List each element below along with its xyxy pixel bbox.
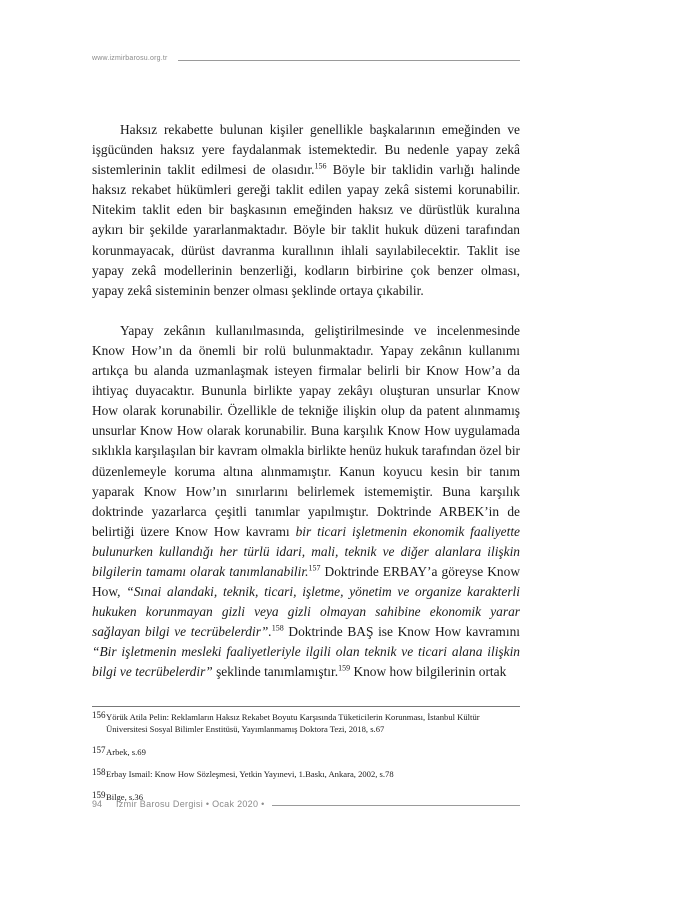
footnote-number: 158 [92,767,106,778]
footer-rule [272,805,520,806]
footnote-text: Yörük Atila Pelin: Reklamların Haksız Rekabet Boyutu Karşısında Tüketicilerin Korunması, İstanbul Kültür Üniversitesi Sosyal Bilimler Enstitüsü, Yayımlanmamış Doktora Tezi, 2018, s.67 [106,712,480,735]
header-url: www.izmirbarosu.org.tr [92,55,168,62]
quoted-definition: bir ticari işletmenin ekonomik faaliyette bulunurken kullandığı her türlü idari, mali, teknik ve diğer alanlara ilişkin bilgilerin tamamı olarak tanımlanabilir. [92,523,520,579]
paragraph-2 [92,321,520,683]
footnote-item [92,768,520,780]
footnote-ref: 157 [308,563,321,573]
footnotes [92,711,520,813]
paragraph-text: Böyle bir taklidin varlığı halinde haksız rekabet hükümleri gereği taklit edilen yapay zekâ sistemi korunabilir. Nitekim taklit eden bir başkasının emeğinden haksız ve dürüstlük kuralına aykırı bir şekilde yararlanmaktadır. Böyle bir taklit hukuk düzeni tarafından korunmayacak, dürüst davranma kurallının ihlali sayılabilecektir. Taklit ise yapay zekâ modellerinin benzerliği, kodların birbirine çok benzer olması, yapay zekâ sisteminin benzer olması şeklinde ortaya çıkabilir. [92,162,520,298]
paragraph-text: Doktrinde ERBAY’a göreyse Know How, [92,563,520,600]
journal-name: İzmir Barosu Dergisi • Ocak 2020 • [116,799,265,809]
footnote-number: 159 [92,789,106,800]
main-text [92,120,520,683]
page-footer [92,799,520,815]
footnote-text: Arbek, s.69 [106,746,146,757]
footnote-item [92,711,520,736]
footnote-ref: 159 [338,663,351,673]
footnote-text: Erbay Ismail: Know How Sözleşmesi, Yetkin Yayınevi, 1.Baskı, Ankara, 2002, s.78 [106,769,394,780]
footnote-text: Bilge, s.36 [106,791,144,802]
footnote-divider [92,706,520,707]
quoted-definition: “Bir işletmenin mesleki faaliyetleriyle ilgili olan teknik ve ticari alana ilişkin bilgi ve tecrübelerdir” [92,644,520,680]
paragraph-text: şeklinde tanımlamıştır. [212,664,339,680]
header-rule [178,60,520,61]
footnote-number: 157 [92,744,106,755]
paragraph-text: Know how bilgilerinin ortak [350,664,507,680]
paragraph-1 [92,120,520,301]
footnote-number: 156 [92,710,106,720]
footnote-item [92,746,520,758]
paragraph-text: Yapay zekânın kullanılmasında, geliştirilmesinde ve incelenmesinde Know How’ın da önemli bir rolü bulunmaktadır. Yapay zekânın kullanımı artıkça bu alanda uzmanlaşmak isteyen firmalar belirli bir Know How’a da ihtiyaç duyacaktır. Bununla birlikte yapay zekâyı oluşturan unsurlar Know How olarak korunabilir. Özellikle de tekniğe ilişkin olup da patent alınmamış unsurlar Know How olarak korunabilir. Buna karşılık Know How uygulamada sıklıkla karşılaşılan bir kavram olmakla birlikte henüz hukuk tarafından özel bir düzenlemeyle koruma altına alınmamıştır. Kanun koyucu kesin bir tanım yaparak Know How’ın sınırlarını belirlemek istememiştir. Buna karşılık doktrinde yazarlarca çeşitli tanımlar yapılmıştır. Doktrinde ARBEK’in de belirtiği üzere Know How kavramı [92,322,520,539]
quoted-definition: “Sınai alandaki, teknik, ticari, işletme, yönetim ve organize karakterli hukuken korunmayan gizli veya gizli olmayan sahibine ekonomik yarar sağlayan bilgi ve tecrübelerdir”. [92,584,520,640]
paragraph-text: Doktrinde BAŞ ise Know How kavramını [283,624,520,640]
footnote-ref: 156 [314,161,327,171]
page-number: 94 [92,799,103,809]
footnote-ref: 158 [271,623,284,633]
paragraph-text: Haksız rekabette bulunan kişiler genellikle başkalarının emeğinden ve işgücünden haksız yere faydalanmak istemektedir. Bu nedenle yapay zekâ sistemlerinin taklit edilmesi de olasıdır. [92,122,520,178]
